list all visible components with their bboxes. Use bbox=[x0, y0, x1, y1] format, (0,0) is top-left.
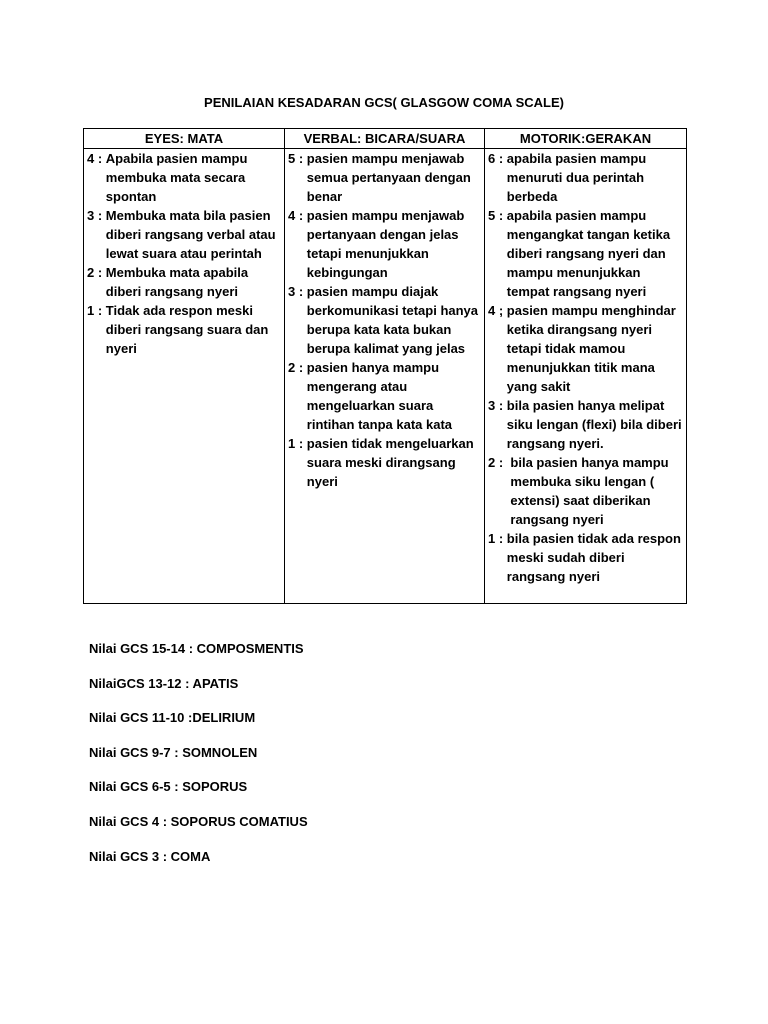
motorik-entry bbox=[488, 206, 683, 301]
score-description: Membuka mata bila pasien diberi rangsang verbal atau lewat suara atau perintah bbox=[105, 208, 276, 261]
score-label: 4 : bbox=[87, 151, 106, 166]
page-title: PENILAIAN KESADARAN GCS( GLASGOW COMA SCALE) bbox=[204, 95, 564, 110]
score-description: apabila pasien mampu mengangkat tangan ketika diberi rangsang nyeri dan mampu menunjukkan tempat rangsang nyeri bbox=[506, 208, 671, 299]
eyes-entry bbox=[87, 149, 281, 206]
motorik-entry bbox=[488, 301, 683, 396]
score-label: 4 ; bbox=[488, 303, 507, 318]
score-description: bila pasien tidak ada respon meski sudah diberi rangsang nyeri bbox=[506, 531, 681, 584]
gcs-level-somnolen: Nilai GCS 9-7 : SOMNOLEN bbox=[89, 744, 258, 760]
score-description: Membuka mata apabila diberi rangsang nyeri bbox=[105, 265, 249, 299]
verbal-entry bbox=[288, 206, 481, 282]
score-label: 3 : bbox=[288, 284, 307, 299]
eyes-cell bbox=[84, 149, 285, 604]
score-label: 1 : bbox=[288, 436, 307, 451]
score-label: 2 : bbox=[288, 360, 307, 375]
score-description: pasien mampu diajak berkomunikasi tetapi hanya berupa kata kata bukan berupa kalimat yang jelas bbox=[306, 284, 479, 356]
score-description: Tidak ada respon meski diberi rangsang suara dan nyeri bbox=[105, 303, 269, 356]
score-description: apabila pasien mampu menuruti dua perintah berbeda bbox=[506, 151, 647, 204]
header-verbal: VERBAL: BICARA/SUARA bbox=[285, 129, 485, 149]
verbal-entry bbox=[288, 434, 481, 491]
eyes-entry bbox=[87, 301, 281, 358]
score-description: pasien hanya mampu mengerang atau mengeluarkan suara rintihan tanpa kata kata bbox=[306, 360, 453, 432]
eyes-entry bbox=[87, 263, 281, 301]
score-description: pasien tidak mengeluarkan suara meski dirangsang nyeri bbox=[306, 436, 474, 489]
score-label: 3 : bbox=[488, 398, 507, 413]
motorik-cell bbox=[485, 149, 687, 604]
motorik-entry bbox=[488, 529, 683, 586]
gcs-level-list bbox=[89, 632, 689, 874]
score-label: 3 : bbox=[87, 208, 106, 223]
verbal-cell bbox=[285, 149, 485, 604]
motorik-entry bbox=[488, 149, 683, 206]
score-description: pasien mampu menghindar ketika dirangsang nyeri tetapi tidak mamou menunjukkan titik mana yang sakit bbox=[506, 303, 676, 394]
gcs-level-coma: Nilai GCS 3 : COMA bbox=[89, 848, 211, 864]
motorik-entry bbox=[488, 453, 683, 529]
score-label: 5 : bbox=[288, 151, 307, 166]
eyes-entry bbox=[87, 206, 281, 263]
score-description: pasien mampu menjawab semua pertanyaan dengan benar bbox=[306, 151, 471, 204]
score-label: 4 : bbox=[288, 208, 307, 223]
score-label: 2 : bbox=[87, 265, 106, 280]
score-description: bila pasien hanya mampu membuka siku lengan ( extensi) saat diberikan rangsang nyeri bbox=[510, 455, 669, 527]
score-description: pasien mampu menjawab pertanyaan dengan jelas tetapi menunjukkan kebingungan bbox=[306, 208, 465, 280]
verbal-entry bbox=[288, 282, 481, 358]
gcs-level-soporus-comatius: Nilai GCS 4 : SOPORUS COMATIUS bbox=[89, 813, 308, 829]
gcs-level-soporus: Nilai GCS 6-5 : SOPORUS bbox=[89, 779, 248, 795]
table-row bbox=[84, 149, 687, 604]
score-label: 2 : bbox=[488, 455, 511, 470]
gcs-level-composmentis: Nilai GCS 15-14 : COMPOSMENTIS bbox=[89, 641, 304, 656]
score-description: Apabila pasien mampu membuka mata secara spontan bbox=[105, 151, 248, 204]
verbal-entry bbox=[288, 149, 481, 206]
header-eyes: EYES: MATA bbox=[84, 129, 285, 149]
score-label: 6 : bbox=[488, 151, 507, 166]
verbal-entry bbox=[288, 358, 481, 434]
gcs-table bbox=[83, 128, 687, 604]
score-description: bila pasien hanya melipat siku lengan (flexi) bila diberi rangsang nyeri. bbox=[506, 398, 682, 451]
gcs-level-apatis: NilaiGCS 13-12 : APATIS bbox=[89, 675, 239, 691]
gcs-level-delirium: Nilai GCS 11-10 :DELIRIUM bbox=[89, 710, 256, 726]
score-label: 5 : bbox=[488, 208, 507, 223]
score-label: 1 : bbox=[488, 531, 507, 546]
score-label: 1 : bbox=[87, 303, 106, 318]
table-header-row bbox=[84, 129, 687, 149]
motorik-entry bbox=[488, 396, 683, 453]
header-motorik: MOTORIK:GERAKAN bbox=[485, 129, 687, 149]
